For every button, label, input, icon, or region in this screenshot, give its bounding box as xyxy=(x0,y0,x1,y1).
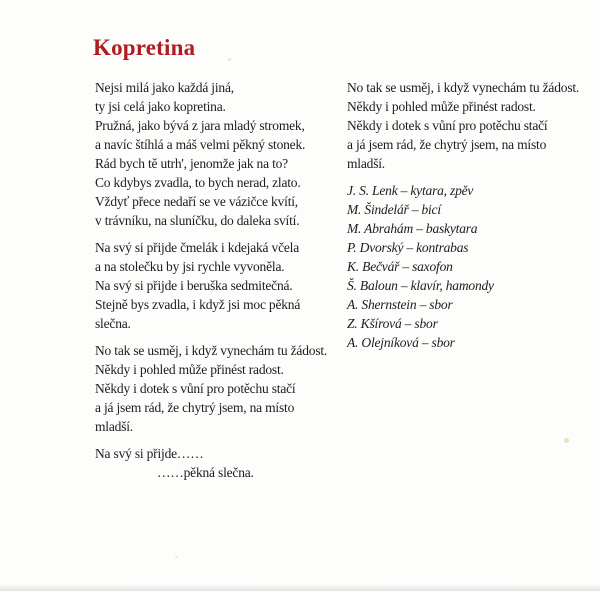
credit-line: P. Dvorský – kontrabas xyxy=(347,240,469,255)
credit-line: A. Olejníková – sbor xyxy=(347,335,455,350)
lyrics-column-left xyxy=(95,78,347,490)
credit-line: J. S. Lenk – kytara, zpěv xyxy=(347,183,474,198)
lyric-line: mladší. xyxy=(95,419,133,434)
lyric-line: Na svý si přijde i beruška sedmitečná. xyxy=(95,278,293,293)
lyric-line: a já jsem rád, že chytrý jsem, na místo xyxy=(95,400,295,415)
lyric-line: Na svý si přijde…… xyxy=(95,446,204,461)
lyric-line: Někdy i pohled může přinést radost. xyxy=(95,362,284,377)
lyric-line: slečna. xyxy=(95,316,131,331)
stanza-2 xyxy=(95,238,347,333)
lyric-line: ……pěkná slečna. xyxy=(157,465,254,480)
stanza-4 xyxy=(95,444,347,482)
lyric-line: Co kdybys zvadla, to bych nerad, zlato. xyxy=(95,175,301,190)
lyric-line: Vždyť přece nedaří se ve vázičce kvítí, xyxy=(95,194,298,209)
credit-line: M. Abrahám – baskytara xyxy=(347,221,478,236)
lyrics-column-right xyxy=(347,78,599,360)
lyric-line: Na svý si přijde čmelák i kdejaká včela xyxy=(95,240,299,255)
scan-speck xyxy=(175,556,178,558)
lyric-line: v trávníku, na sluníčku, do daleka svítí. xyxy=(95,213,300,228)
lyric-line: Někdy i dotek s vůní pro potěchu stačí xyxy=(95,381,296,396)
scan-bottom-edge xyxy=(0,584,600,591)
credit-line: K. Bečvář – saxofon xyxy=(347,259,453,274)
lyric-line: Stejně bys zvadla, i když jsi moc pěkná xyxy=(95,297,301,312)
credit-line: M. Šindelář – bicí xyxy=(347,202,441,217)
stanza-3 xyxy=(95,341,347,436)
credit-line: Š. Baloun – klavír, hamondy xyxy=(347,278,494,293)
lyric-line: a navíc štíhlá a máš velmi pěkný stonek. xyxy=(95,137,306,152)
lyric-line: No tak se usměj, i když vynechám tu žádost. xyxy=(347,80,580,95)
credits-list xyxy=(347,181,599,352)
credit-line: A. Shernstein – sbor xyxy=(347,297,453,312)
lyric-line: a já jsem rád, že chytrý jsem, na místo xyxy=(347,137,547,152)
lyric-line: Pružná, jako bývá z jara mladý stromek, xyxy=(95,118,305,133)
lyric-line: Někdy i dotek s vůní pro potěchu stačí xyxy=(347,118,548,133)
stanza-repeat xyxy=(347,78,599,173)
scan-speck xyxy=(564,438,569,443)
credit-line: Z. Kšírová – sbor xyxy=(347,316,438,331)
lyric-line: Nejsi milá jako každá jiná, xyxy=(95,80,234,95)
lyric-line: ty jsi celá jako kopretina. xyxy=(95,99,226,114)
lyric-line: No tak se usměj, i když vynechám tu žádost. xyxy=(95,343,328,358)
stanza-1 xyxy=(95,78,347,230)
lyric-line: Někdy i pohled může přinést radost. xyxy=(347,99,536,114)
scan-speck xyxy=(228,58,231,61)
lyric-line: Rád bych tě utrh', jenomže jak na to? xyxy=(95,156,288,171)
lyric-line: a na stolečku by jsi rychle vyvoněla. xyxy=(95,259,285,274)
page-title: Kopretina xyxy=(93,35,196,60)
lyric-line: mladší. xyxy=(347,156,385,171)
